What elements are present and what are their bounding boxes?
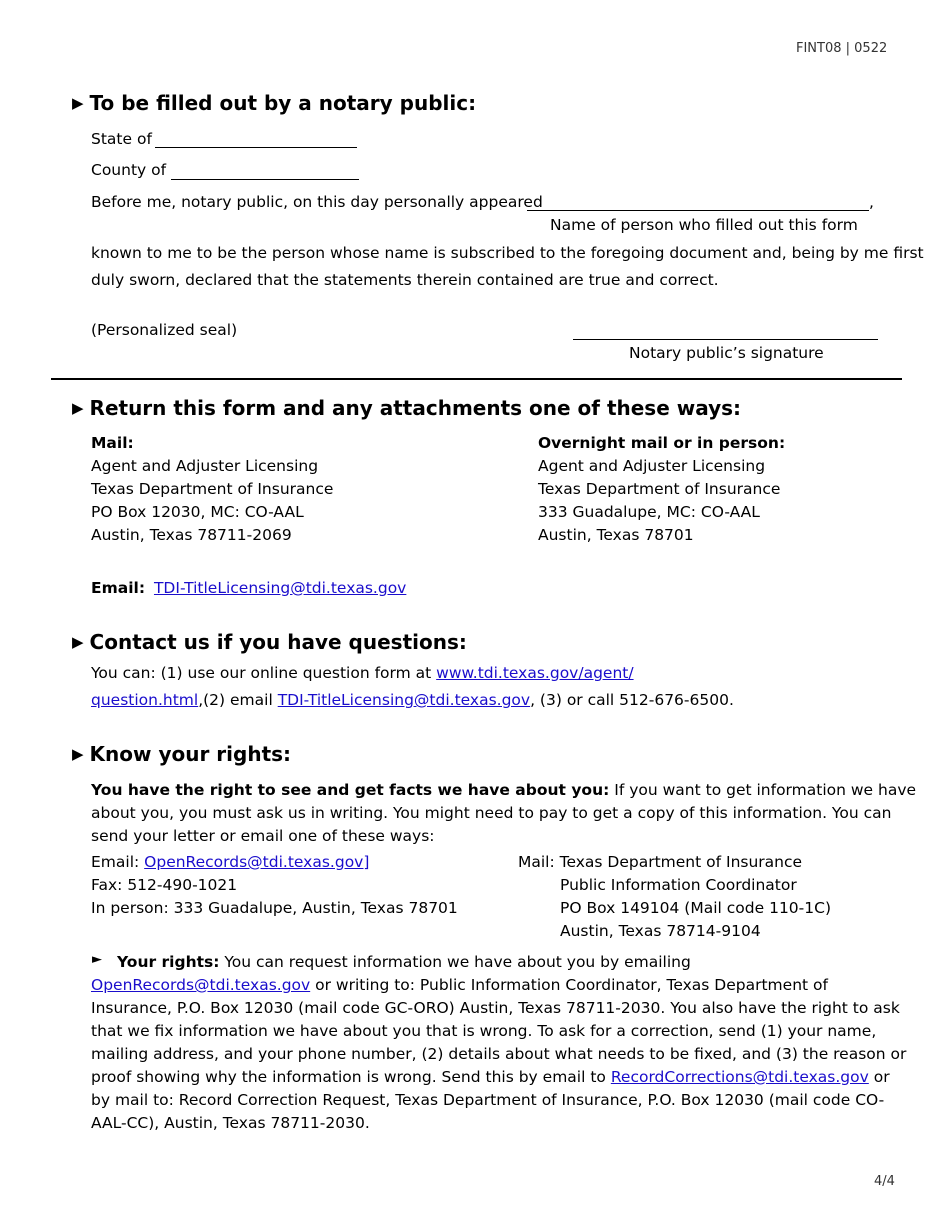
contact-text [91,660,734,714]
open-records-email-link[interactable]: OpenRecords@tdi.texas.gov] [144,853,370,871]
mail-title: Mail: [91,434,134,452]
question-form-link[interactable]: www.tdi.texas.gov/agent/ [436,664,634,682]
rights-intro-line2: about you, you must ask us in writing. You might need to pay to get a copy of this information. You can [91,804,892,822]
question-form-link-cont[interactable]: question.html [91,691,199,709]
overnight-title: Overnight mail or in person: [538,434,786,452]
email-label: Email: [91,579,146,597]
your-rights-line6b: or [868,1068,890,1086]
overnight-address-block [538,432,785,547]
your-rights-line6a: proof showing why the information is wrong. Send this by email to [91,1068,611,1086]
overnight-line: Agent and Adjuster Licensing [538,457,766,475]
state-label: State of [91,130,152,148]
county-label: County of [91,161,167,179]
section-divider [51,378,902,380]
mail-address-block [91,432,333,547]
your-rights-line7: by mail to: Record Correction Request, Texas Department of Insurance, P.O. Box 12030 (mail code CO- [91,1091,885,1109]
contact-line2-suffix: , (3) or call 512-676-6500. [530,691,734,709]
your-rights-line3: Insurance, P.O. Box 12030 (mail code GC-ORO) Austin, Texas 78711-2030. You also have the right to ask [91,999,900,1017]
seal-label: (Personalized seal) [91,321,238,339]
record-corrections-email-link[interactable]: RecordCorrections@tdi.texas.gov [610,1068,869,1086]
overnight-line: 333 Guadalupe, MC: CO-AAL [538,503,760,521]
notary-heading-text: To be filled out by a notary public: [89,91,477,115]
in-person-line: In person: 333 Guadalupe, Austin, Texas 78701 [91,899,458,917]
request-mail-line: PO Box 149104 (Mail code 110-1C) [560,899,831,917]
rights-heading-text: Know your rights: [89,742,292,766]
county-field[interactable] [171,179,359,180]
statement-line-1: known to me to be the person whose name is subscribed to the foregoing document and, being by me first [91,244,924,262]
return-email-row [91,579,406,597]
signature-caption: Notary public’s signature [629,344,824,362]
contact-line2-mid: ,(2) email [198,691,278,709]
return-heading [72,396,741,420]
name-caption: Name of person who filled out this form [550,216,858,234]
request-mail-block [518,851,831,943]
fax-line: Fax: 512-490-1021 [91,876,238,894]
triangle-bullet-icon: ▶ [72,745,84,763]
overnight-line: Austin, Texas 78701 [538,526,694,544]
your-rights-block [91,951,906,1135]
triangle-bullet-icon: ▶ [72,94,84,112]
statement-line-2: duly sworn, declared that the statements therein contained are true and correct. [91,271,719,289]
rights-intro-bold: You have the right to see and get facts we have about you: [91,781,610,799]
mail-line: Texas Department of Insurance [91,480,334,498]
contact-line1-prefix: You can: (1) use our online question form at [91,664,437,682]
records-email-label: Email: [91,853,145,871]
appeared-name-field[interactable] [527,210,869,211]
rights-heading [72,742,291,766]
arrow-bullet-icon: ► [92,952,102,967]
notary-heading [72,91,476,115]
request-left-block [91,851,458,920]
your-rights-bold: Your rights: [117,953,220,971]
triangle-bullet-icon: ▶ [72,633,84,651]
request-mail-line: Public Information Coordinator [560,876,797,894]
contact-email-link[interactable]: TDI-TitleLicensing@tdi.texas.gov [277,691,531,709]
rights-intro [91,779,916,848]
return-heading-text: Return this form and any attachments one of these ways: [89,396,742,420]
page-number: 4/4 [874,1174,895,1189]
overnight-line: Texas Department of Insurance [538,480,781,498]
rights-intro-line3: send your letter or email one of these ways: [91,827,435,845]
request-mail-label: Mail: Texas Department of Insurance [518,853,803,871]
contact-heading-text: Contact us if you have questions: [89,630,467,654]
open-records-email-link-2[interactable]: OpenRecords@tdi.texas.gov [91,976,311,994]
form-id: FINT08 | 0522 [796,41,888,56]
your-rights-line5: mailing address, and your phone number, (2) details about what needs to be fixed, and (3) the reason or [91,1045,907,1063]
appeared-comma: , [869,193,874,211]
licensing-email-link[interactable]: TDI-TitleLicensing@tdi.texas.gov [153,579,407,597]
your-rights-line4: that we fix information we have about you that is wrong. To ask for a correction, send (1) your name, [91,1022,877,1040]
contact-heading [72,630,467,654]
state-field[interactable] [155,147,357,148]
mail-line: Agent and Adjuster Licensing [91,457,319,475]
notary-signature-field[interactable] [573,339,878,340]
mail-line: Austin, Texas 78711-2069 [91,526,292,544]
mail-line: PO Box 12030, MC: CO-AAL [91,503,304,521]
your-rights-line1: You can request information we have about you by emailing [219,953,691,971]
your-rights-line8: AAL-CC), Austin, Texas 78711-2030. [91,1114,370,1132]
appeared-text: Before me, notary public, on this day personally appeared [91,193,543,211]
request-mail-line: Austin, Texas 78714-9104 [560,922,761,940]
triangle-bullet-icon: ▶ [72,399,84,417]
your-rights-line2: or writing to: Public Information Coordinator, Texas Department of [310,976,828,994]
rights-intro-line1: If you want to get information we have [609,781,917,799]
